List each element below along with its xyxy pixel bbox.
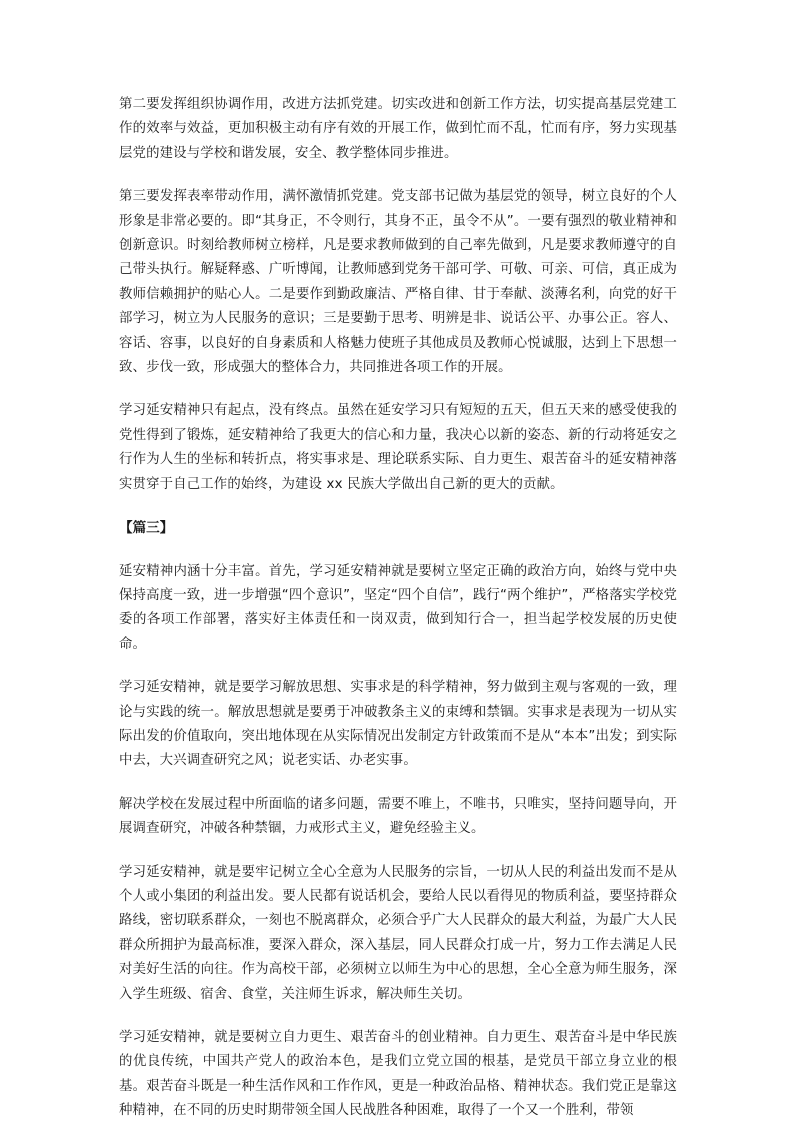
paragraph-spacer (119, 774, 677, 793)
paragraph-political-direction: 延安精神内涵十分丰富。首先，学习延安精神就是要树立坚定正确的政治方向，始终与党中央保持高度一致，进一步增强“四个意识”，坚定“四个自信”，践行“两个维护”，严格落实学校党委的各项工作部署，落实好主体责任和一岗双责，做到知行合一，担当起学校发展的历史使命。 (119, 563, 677, 652)
paragraph-yanan-study-conclusion: 学习延安精神只有起点，没有终点。虽然在延安学习只有短短的五天，但五天来的感受使我的党性得到了锻炼，延安精神给了我更大的信心和力量，我决心以新的姿态、新的行动将延安之行作为人生的坐标和转折点，将实事求是、理论联系实际、自力更生、艰苦奋斗的延安精神落实贯穿于自己工作的始终，为建设 xx 民族大学做出自己新的更大的贡献。 (119, 403, 677, 492)
paragraph-school-problems: 解决学校在发展过程中所面临的诸多问题，需要不唯上，不唯书，只唯实，坚持问题导向，开展调查研究，冲破各种禁锢，力戒形式主义，避免经验主义。 (119, 796, 677, 837)
paragraph-self-reliance: 学习延安精神，就是要树立自力更生、艰苦奋斗的创业精神。自力更生、艰苦奋斗是中华民族的优良传统，中国共产党人的政治本色，是我们立党立国的根基，是党员干部立身立业的根基。艰苦奋斗既是一种生活作风和工作作风，更是一种政治品格、精神状态。我们党正是靠这种精神，在不同的历史时期带领全国人民战胜各种困难，取得了一个又一个胜利，带领 (119, 1030, 677, 1119)
paragraph-spacer (119, 842, 677, 861)
paragraph-organization-coordination: 第二要发挥组织协调作用，改进方法抓党建。切实改进和创新工作方法，切实提高基层党建工作的效率与效益，更加积极主动有序有效的开展工作，做到忙而不乱，忙而有序，努力实现基层党的建设与学校和谐发展，安全、教学整体同步推进。 (119, 97, 677, 161)
paragraph-spacer (119, 1007, 677, 1026)
section-heading: 【篇三】 (119, 520, 174, 537)
paragraph-spacer (119, 166, 677, 185)
paragraph-spacer (119, 541, 677, 560)
paragraph-serve-the-people: 学习延安精神，就是要牢记树立全心全意为人民服务的宗旨，一切从人民的利益出发而不是从个人或小集团的利益出发。要人民都有说话机会，要给人民以看得见的物质利益，要坚持群众路线，密切联系群众，一刻也不脱离群众，必须合乎广大人民群众的最大利益，为最广大人民群众所拥护为最高标准，要深入群众，深入基层，同人民群众打成一片，努力工作去满足人民对美好生活的向往。作为高校干部，必须树立以师生为中心的思想，全心全意为师生服务，深入学生班级、宿舍、食堂，关注师生诉求，解决师生关切。 (119, 864, 677, 1002)
paragraph-seek-truth: 学习延安精神，就是要学习解放思想、实事求是的科学精神，努力做到主观与客观的一致，理论与实践的统一。解放思想就是要勇于冲破教条主义的束缚和禁锢。实事求是表现为一切从实际出发的价值取向，突出地体现在从实际情况出发制定方针政策而不是从“本本”出发；到实际中去，大兴调查研究之风；说老实话、办老实事。 (119, 680, 677, 769)
document-page (119, 93, 677, 1124)
paragraph-spacer (119, 380, 677, 399)
paragraph-spacer (119, 657, 677, 676)
paragraph-exemplary-role: 第三要发挥表率带动作用，满怀激情抓党建。党支部书记做为基层党的领导，树立良好的个人形象是非常必要的。即“其身正，不令则行，其身不正，虽令不从”。一要有强烈的敬业精神和创新意识。时刻给教师树立榜样，凡是要求教师做到的自己率先做到，凡是要求教师遵守的自己带头执行。解疑释惑、广听博闻，让教师感到党务干部可学、可敬、可亲、可信，真正成为教师信赖拥护的贴心人。二是要作到勤政廉洁、严格自律、甘于奉献、淡薄名利，向党的好干部学习，树立为人民服务的意识；三是要勤于思考、明辨是非、说话公平、办事公正。容人、容话、容事，以良好的自身素质和人格魅力使班子其他成员及教师心悦诚服，达到上下思想一致、步伐一致，形成强大的整体合力，共同推进各项工作的开展。 (119, 189, 677, 376)
paragraph-spacer (119, 497, 677, 516)
